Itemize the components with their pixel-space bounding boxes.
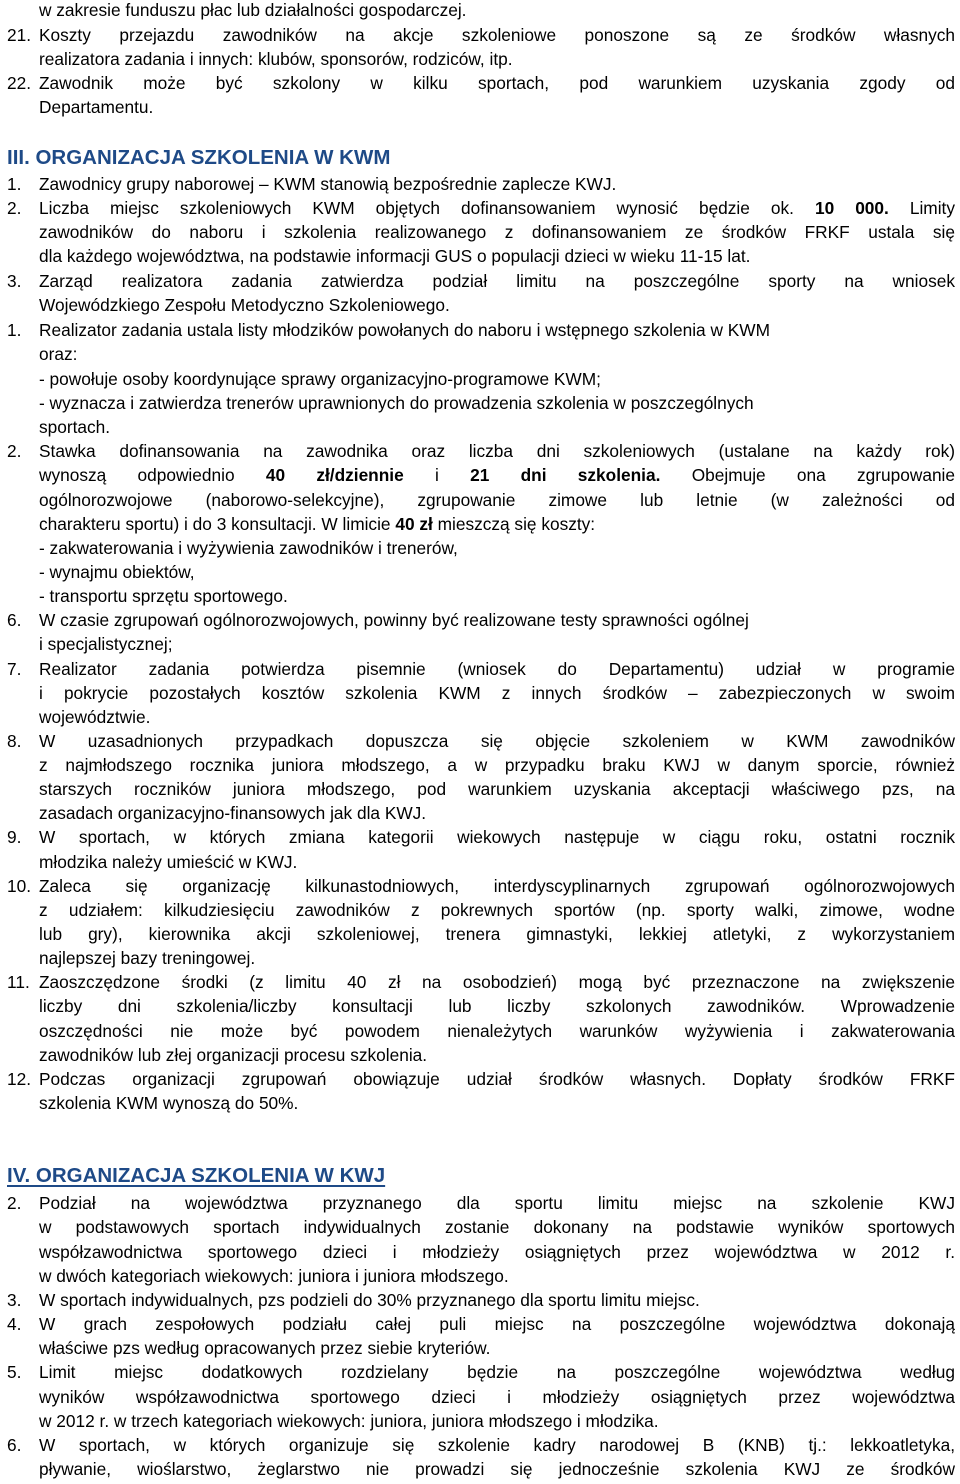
text-line bbox=[0, 0, 960, 22]
paragraph-text: z najmłodszego rocznika juniora młodszego, a w przypadku braku KWJ w danym sporcie, również bbox=[39, 755, 955, 775]
paragraph-text: Zaleca się organizację kilkunastodniowych, interdyscyplinarnych zgrupowań ogólnorozwojowych bbox=[39, 876, 955, 896]
text-line bbox=[0, 1091, 960, 1115]
text-line bbox=[0, 244, 960, 268]
list-item bbox=[0, 1067, 960, 1091]
text-line bbox=[0, 994, 960, 1018]
paragraph-text: liczby dni szkolenia/liczby konsultacji lub liczby szkolonych zawodników. Wprowadzenie bbox=[39, 996, 955, 1016]
paragraph-text: w zakresie funduszu płac lub działalności gospodarczej. bbox=[39, 0, 467, 20]
text-line bbox=[0, 1019, 960, 1043]
bold-value: 21 dni szkolenia. bbox=[470, 465, 661, 485]
list-item bbox=[0, 318, 960, 342]
list-item bbox=[0, 1191, 960, 1215]
text-line bbox=[0, 488, 960, 512]
list-item bbox=[0, 1288, 960, 1312]
paragraph-text: pływanie, wioślarstwo, żeglarstwo nie prowadzi się jednocześnie szkolenia KWJ ze środków bbox=[39, 1459, 955, 1479]
paragraph-text: W sportach, w których zmiana kategorii wiekowych następuje w ciągu roku, ostatni rocznik bbox=[39, 827, 955, 847]
text-line bbox=[0, 391, 960, 415]
paragraph-text: oraz: bbox=[39, 344, 78, 364]
paragraph-text: Zawodnicy grupy naborowej – KWM stanowią bezpośrednie zaplecze KWJ. bbox=[39, 174, 617, 194]
text-line bbox=[0, 898, 960, 922]
paragraph-text: w 2012 r. w trzech kategoriach wiekowych: juniora, juniora młodszego i młodzika. bbox=[39, 1411, 659, 1431]
bold-value: 10 000. bbox=[814, 198, 889, 218]
paragraph-text: dla każdego województwa, na podstawie informacji GUS o populacji dzieci w wieku 11-15 lat. bbox=[39, 246, 751, 266]
text-line bbox=[0, 584, 960, 608]
paragraph-text: - transportu sprzętu sportowego. bbox=[39, 586, 288, 606]
item-number: 11. bbox=[7, 972, 30, 992]
item-number: 5. bbox=[7, 1362, 22, 1382]
paragraph-text: wyników współzawodnictwa sportowego dzieci i młodzieży osiągniętych przez województwa bbox=[39, 1387, 955, 1407]
list-item bbox=[0, 1433, 960, 1457]
text-line bbox=[0, 922, 960, 946]
list-item bbox=[0, 729, 960, 753]
text-line bbox=[0, 632, 960, 656]
paragraph-text: W grach zespołowych podziału całej puli miejsc na poszczególne województwa dokonają bbox=[39, 1314, 955, 1334]
text-line bbox=[0, 415, 960, 439]
paragraph-text: W czasie zgrupowań ogólnorozwojowych, powinny być realizowane testy sprawności ogólnej bbox=[39, 610, 749, 630]
bold-value: 40 zł bbox=[395, 514, 433, 534]
item-number: 2. bbox=[7, 198, 22, 218]
text-line bbox=[0, 1215, 960, 1239]
list-item bbox=[0, 172, 960, 196]
paragraph-text: Stawka dofinansowania na zawodnika oraz liczba dni szkoleniowych (ustalane na każdy rok) bbox=[39, 441, 955, 461]
text-line bbox=[0, 1264, 960, 1288]
item-number: 6. bbox=[7, 1435, 22, 1455]
paragraph-text: lub gry), kierownika akcji szkoleniowej, trenera gimnastyki, lekkiej atletyki, z wykorzystaniem bbox=[39, 924, 955, 944]
text-line bbox=[0, 220, 960, 244]
paragraph-text: Podczas organizacji zgrupowań obowiązuje udział środków własnych. Dopłaty środków FRKF bbox=[39, 1069, 955, 1089]
item-number: 8. bbox=[7, 731, 22, 751]
paragraph-text: zawodników do naboru i szkolenia realizowanego z dofinansowaniem ze środków FRKF ustala się bbox=[39, 222, 955, 242]
paragraph-text: zawodników lub złej organizacji procesu szkolenia. bbox=[39, 1045, 428, 1065]
item-number: 10. bbox=[7, 876, 32, 896]
item-number: 1. bbox=[7, 320, 22, 340]
text-line bbox=[0, 753, 960, 777]
text-line bbox=[0, 95, 960, 119]
list-item bbox=[0, 196, 960, 220]
item-number: 3. bbox=[7, 1290, 22, 1310]
paragraph-text: - zakwaterowania i wyżywienia zawodników i trenerów, bbox=[39, 538, 458, 558]
list-item bbox=[0, 874, 960, 898]
paragraph-text: województwie. bbox=[39, 707, 151, 727]
paragraph-text: Podział na województwa przyznanego dla sportu limitu miejsc na szkolenie KWJ bbox=[39, 1193, 955, 1213]
item-number: 2. bbox=[7, 441, 22, 461]
text-line bbox=[0, 1043, 960, 1067]
text-line bbox=[0, 560, 960, 584]
text-line bbox=[0, 463, 960, 487]
paragraph-text: starszych roczników juniora młodszego, pod warunkiem uzyskania akceptacji właściwego pzs, na bbox=[39, 779, 955, 799]
item-number: 21. bbox=[7, 25, 32, 45]
paragraph-text: szkolenia KWM wynoszą do 50%. bbox=[39, 1093, 299, 1113]
text-line bbox=[0, 536, 960, 560]
paragraph-text: Zaoszczędzone środki (z limitu 40 zł na osobodzień) mogą być przeznaczone na zwiększenie bbox=[39, 972, 955, 992]
list-item bbox=[0, 269, 960, 293]
paragraph-text: zasadach organizacyjno-finansowych jak dla KWJ. bbox=[39, 803, 427, 823]
bold-value: 40 zł/dziennie bbox=[265, 465, 404, 485]
text-line bbox=[0, 367, 960, 391]
paragraph-text: Limit miejsc dodatkowych rozdzielany będzie na poszczególne województwa według bbox=[39, 1362, 955, 1382]
item-number: 9. bbox=[7, 827, 22, 847]
paragraph-text: - powołuje osoby koordynujące sprawy organizacyjno-programowe KWM; bbox=[39, 369, 601, 389]
list-item bbox=[0, 1360, 960, 1384]
paragraph-text: młodzika należy umieścić w KWJ. bbox=[39, 852, 298, 872]
paragraph-text: - wynajmu obiektów, bbox=[39, 562, 195, 582]
text-line bbox=[0, 1240, 960, 1264]
list-item bbox=[0, 1312, 960, 1336]
item-number: 12. bbox=[7, 1069, 32, 1089]
item-number: 22. bbox=[7, 73, 32, 93]
paragraph-text: charakteru sportu) i do 3 konsultacji. W limicie 40 zł mieszczą się koszty: bbox=[39, 514, 596, 534]
paragraph-text: Zawodnik może być szkolony w kilku sportach, pod warunkiem uzyskania zgody od bbox=[39, 73, 955, 93]
list-item bbox=[0, 71, 960, 95]
paragraph-text: Koszty przejazdu zawodników na akcje szkoleniowe ponoszone są ze środków własnych bbox=[39, 25, 955, 45]
paragraph-text: w podstawowych sportach indywidualnych zostanie dokonany na podstawie wyników sportowych bbox=[39, 1217, 955, 1237]
paragraph-text: w dwóch kategoriach wiekowych: juniora i juniora młodszego. bbox=[39, 1266, 509, 1286]
item-number: 3. bbox=[7, 271, 22, 291]
paragraph-text: wynoszą odpowiednio 40 zł/dziennie i 21 dni szkolenia. Obejmuje ona zgrupowanie bbox=[39, 465, 956, 485]
text-line bbox=[0, 681, 960, 705]
list-item bbox=[0, 657, 960, 681]
paragraph-text: z udziałem: kilkudziesięciu zawodników z pokrewnych sportów (np. sporty walki, zimowe, wodne bbox=[39, 900, 955, 920]
paragraph-text: Zarząd realizatora zadania zatwierdza podział limitu na poszczególne sporty na wniosek bbox=[39, 271, 955, 291]
paragraph-text: Wojewódzkiego Zespołu Metodyczno Szkoleniowego. bbox=[39, 295, 450, 315]
section-heading: IV. ORGANIZACJA SZKOLENIA W KWJ bbox=[7, 1164, 386, 1187]
paragraph-text: właściwe pzs według opracowanych przez siebie kryteriów. bbox=[39, 1338, 491, 1358]
paragraph-text: realizatora zadania i innych: klubów, sponsorów, rodziców, itp. bbox=[39, 49, 513, 69]
text-line bbox=[0, 1457, 960, 1481]
list-item bbox=[0, 608, 960, 632]
paragraph-text: i pokrycie pozostałych kosztów szkolenia KWM z innych środków – zabezpieczonych w swoim bbox=[39, 683, 955, 703]
paragraph-text: W uzasadnionych przypadkach dopuszcza się objęcie szkoleniem w KWM zawodników bbox=[39, 731, 955, 751]
paragraph-text: współzawodnictwa sportowego dzieci i młodzieży osiągniętych przez województwa w 2012 r. bbox=[39, 1242, 955, 1262]
text-line bbox=[0, 777, 960, 801]
paragraph-text: Realizator zadania ustala listy młodzików powołanych do naboru i wstępnego szkolenia w KWM bbox=[39, 320, 770, 340]
list-item bbox=[0, 825, 960, 849]
text-line bbox=[0, 705, 960, 729]
text-line bbox=[0, 1409, 960, 1433]
list-item bbox=[0, 970, 960, 994]
text-line bbox=[0, 512, 960, 536]
item-number: 1. bbox=[7, 174, 22, 194]
paragraph-text: Realizator zadania potwierdza pisemnie (wniosek do Departamentu) udział w programie bbox=[39, 659, 955, 679]
text-line bbox=[0, 293, 960, 317]
paragraph-text: sportach. bbox=[39, 417, 111, 437]
paragraph-text: ogólnorozwojowe (naborowo-selekcyjne), zgrupowanie zimowe lub letnie (w zależności od bbox=[39, 490, 955, 510]
paragraph-text: - wyznacza i zatwierdza trenerów uprawnionych do prowadzenia szkolenia w poszczególnych bbox=[39, 393, 754, 413]
paragraph-text: Departamentu. bbox=[39, 97, 154, 117]
paragraph-text: Liczba miejsc szkoleniowych KWM objętych dofinansowaniem wynosić będzie ok. 10 000. Limity bbox=[39, 198, 955, 218]
text-line bbox=[0, 850, 960, 874]
section-heading: III. ORGANIZACJA SZKOLENIA W KWM bbox=[7, 146, 391, 169]
item-number: 6. bbox=[7, 610, 22, 630]
item-number: 4. bbox=[7, 1314, 22, 1334]
paragraph-text: i specjalistycznej; bbox=[39, 634, 173, 654]
text-line bbox=[0, 1336, 960, 1360]
text-line bbox=[0, 1385, 960, 1409]
text-line bbox=[0, 342, 960, 366]
list-item bbox=[0, 439, 960, 463]
list-item bbox=[0, 23, 960, 47]
item-number: 7. bbox=[7, 659, 22, 679]
item-number: 2. bbox=[7, 1193, 22, 1213]
paragraph-text: W sportach, w których organizuje się szkolenie kadry narodowej B (KNB) tj.: lekkoatletyka, bbox=[39, 1435, 955, 1455]
text-line bbox=[0, 47, 960, 71]
paragraph-text: najlepszej bazy treningowej. bbox=[39, 948, 256, 968]
text-line bbox=[0, 801, 960, 825]
paragraph-text: W sportach indywidualnych, pzs podzieli do 30% przyznanego dla sportu limitu miejsc. bbox=[39, 1290, 700, 1310]
text-line bbox=[0, 946, 960, 970]
paragraph-text: oszczędności nie może być powodem nienależytych warunków wyżywienia i zakwaterowania bbox=[39, 1021, 955, 1041]
